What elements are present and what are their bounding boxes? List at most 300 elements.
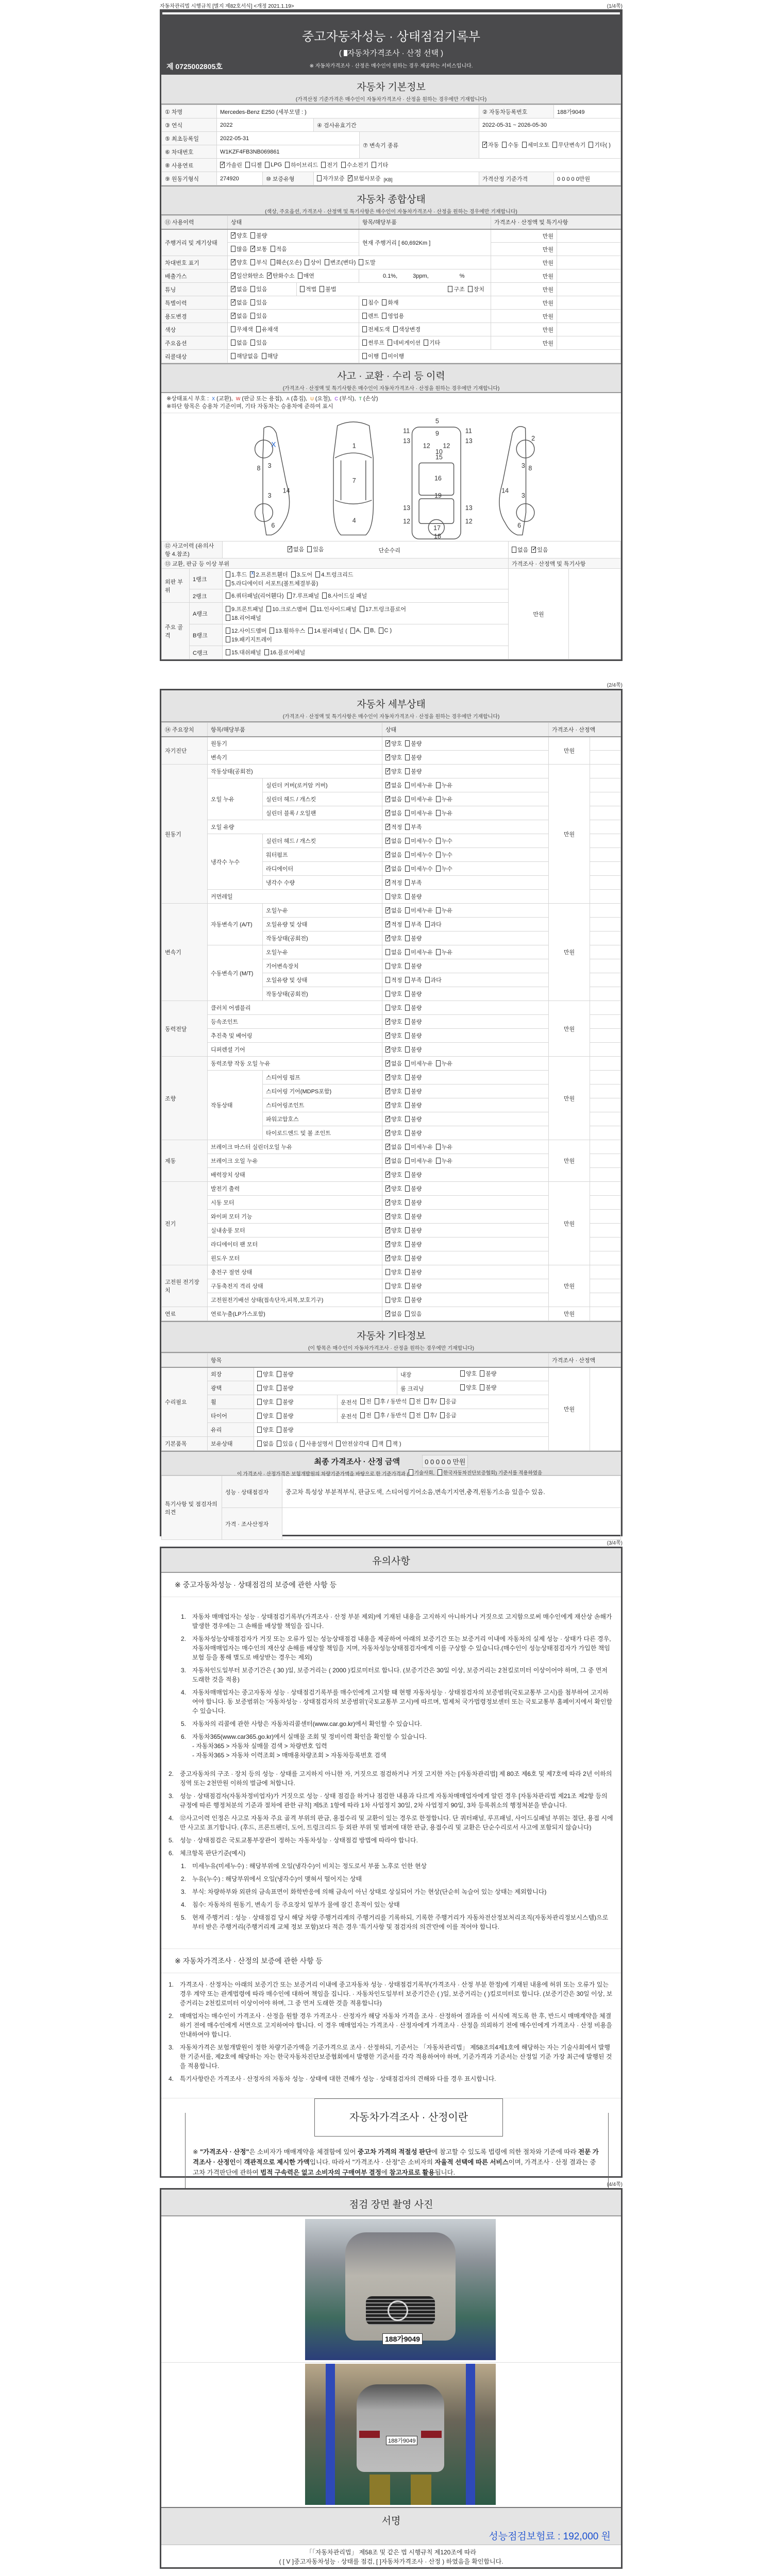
checkbox-icon[interactable] — [382, 313, 386, 319]
checkbox-checked-icon[interactable] — [250, 246, 255, 252]
checkbox-option[interactable] — [325, 258, 356, 266]
checkbox-checked-icon[interactable] — [385, 1172, 390, 1178]
checkbox-option[interactable] — [460, 1369, 477, 1378]
checkbox-icon[interactable] — [436, 1144, 441, 1150]
checkbox-icon[interactable] — [315, 571, 320, 578]
checkbox-icon[interactable] — [226, 649, 230, 655]
checkbox-option[interactable] — [424, 1411, 437, 1419]
checkbox-option[interactable] — [300, 1439, 333, 1448]
checkbox-option[interactable] — [385, 809, 402, 817]
checkbox-icon[interactable] — [308, 628, 313, 634]
checkbox-option[interactable] — [287, 591, 320, 600]
checkbox-option[interactable] — [405, 753, 422, 761]
checkbox-icon[interactable] — [277, 1399, 281, 1405]
checkbox-icon[interactable] — [250, 340, 255, 346]
checkbox-option[interactable] — [385, 1087, 402, 1095]
checkbox-option[interactable] — [385, 1226, 402, 1234]
checkbox-option[interactable] — [405, 1004, 422, 1012]
checkbox-option[interactable] — [436, 809, 452, 817]
checkbox-icon[interactable] — [468, 286, 473, 292]
checkbox-icon[interactable] — [321, 162, 326, 168]
checkbox-option[interactable] — [257, 1384, 274, 1392]
checkbox-option[interactable] — [265, 162, 282, 168]
checkbox-option[interactable] — [350, 628, 361, 634]
checkbox-checked-icon[interactable] — [482, 142, 487, 148]
checkbox-checked-icon[interactable] — [385, 796, 390, 802]
checkbox-option[interactable] — [385, 1171, 402, 1179]
checkbox-icon[interactable] — [480, 1384, 484, 1391]
checkbox-icon[interactable] — [405, 1046, 410, 1053]
checkbox-option[interactable] — [362, 338, 384, 347]
checkbox-option[interactable] — [226, 591, 284, 600]
checkbox-icon[interactable] — [436, 866, 441, 872]
checkbox-icon[interactable] — [322, 592, 327, 599]
checkbox-icon[interactable] — [405, 1172, 410, 1178]
checkbox-icon[interactable] — [589, 142, 593, 148]
checkbox-icon[interactable] — [424, 1412, 429, 1418]
checkbox-option[interactable] — [322, 591, 367, 600]
checkbox-option[interactable] — [436, 865, 452, 873]
checkbox-option[interactable] — [226, 635, 272, 643]
checkbox-icon[interactable] — [410, 1398, 414, 1404]
checkbox-icon[interactable] — [250, 571, 255, 578]
checkbox-option[interactable] — [320, 285, 336, 293]
checkbox-option[interactable] — [300, 285, 316, 293]
checkbox-option[interactable] — [531, 546, 548, 554]
checkbox-option[interactable] — [226, 605, 263, 613]
checkbox-icon[interactable] — [271, 259, 275, 265]
checkbox-checked-icon[interactable] — [531, 547, 536, 553]
checkbox-option[interactable] — [385, 990, 402, 998]
checkbox-option[interactable] — [405, 781, 433, 789]
checkbox-option[interactable] — [448, 285, 464, 293]
checkbox-option[interactable] — [385, 1310, 402, 1318]
checkbox-option[interactable] — [266, 605, 307, 613]
checkbox-option[interactable] — [364, 628, 375, 634]
checkbox-icon[interactable] — [375, 1398, 379, 1404]
checkbox-icon[interactable] — [231, 353, 236, 359]
checkbox-icon[interactable] — [393, 326, 398, 332]
checkbox-option[interactable] — [277, 1398, 293, 1406]
checkbox-icon[interactable] — [436, 907, 441, 913]
checkbox-option[interactable] — [385, 920, 402, 928]
checkbox-option[interactable] — [359, 258, 375, 266]
checkbox-icon[interactable] — [405, 935, 410, 941]
checkbox-icon[interactable] — [405, 1213, 410, 1219]
checkbox-icon[interactable] — [250, 232, 255, 239]
checkbox-icon[interactable] — [350, 628, 355, 634]
checkbox-icon[interactable] — [405, 782, 410, 788]
checkbox-checked-icon[interactable] — [385, 1088, 390, 1094]
checkbox-option[interactable] — [440, 1397, 457, 1405]
checkbox-option[interactable] — [436, 837, 452, 845]
checkbox-icon[interactable] — [373, 1440, 377, 1447]
checkbox-option[interactable] — [385, 892, 402, 901]
checkbox-icon[interactable] — [277, 1385, 281, 1391]
checkbox-option[interactable] — [425, 920, 442, 928]
checkbox-icon[interactable] — [298, 273, 303, 279]
checkbox-icon[interactable] — [480, 1370, 484, 1377]
checkbox-icon[interactable] — [265, 162, 270, 168]
checkbox-option[interactable] — [348, 174, 381, 182]
checkbox-option[interactable] — [405, 878, 422, 887]
checkbox-option[interactable] — [385, 781, 402, 789]
checkbox-option[interactable] — [460, 1383, 477, 1392]
checkbox-option[interactable] — [436, 1157, 452, 1165]
checkbox-option[interactable] — [436, 851, 452, 859]
checkbox-checked-icon[interactable] — [385, 824, 390, 830]
checkbox-option[interactable] — [436, 948, 452, 956]
checkbox-checked-icon[interactable] — [385, 1199, 390, 1206]
checkbox-icon[interactable] — [440, 1412, 445, 1418]
checkbox-option[interactable] — [336, 1439, 369, 1448]
checkbox-option[interactable] — [256, 325, 278, 333]
checkbox-option[interactable] — [480, 1383, 496, 1392]
checkbox-icon[interactable] — [436, 1158, 441, 1164]
checkbox-icon[interactable] — [436, 782, 441, 788]
checkbox-option[interactable] — [385, 878, 402, 887]
checkbox-option[interactable] — [385, 1296, 402, 1304]
checkbox-icon[interactable] — [231, 326, 236, 332]
checkbox-option[interactable] — [405, 906, 433, 914]
checkbox-icon[interactable] — [436, 1060, 441, 1066]
checkbox-option[interactable] — [385, 1240, 402, 1248]
checkbox-option[interactable] — [385, 1031, 402, 1040]
checkbox-checked-icon[interactable] — [288, 546, 292, 552]
checkbox-checked-icon[interactable] — [385, 782, 390, 788]
checkbox-icon[interactable] — [405, 740, 410, 747]
checkbox-icon[interactable] — [385, 1297, 390, 1303]
checkbox-option[interactable] — [288, 545, 304, 553]
checkbox-icon[interactable] — [448, 286, 452, 292]
checkbox-option[interactable] — [385, 906, 402, 914]
checkbox-icon[interactable] — [385, 991, 390, 997]
checkbox-icon[interactable] — [250, 286, 255, 292]
checkbox-icon[interactable] — [277, 1371, 281, 1377]
checkbox-option[interactable] — [250, 258, 267, 266]
checkbox-option[interactable] — [502, 141, 518, 149]
checkbox-icon[interactable] — [256, 326, 261, 332]
checkbox-checked-icon[interactable] — [385, 754, 390, 760]
checkbox-option[interactable] — [317, 174, 345, 182]
checkbox-icon[interactable] — [362, 299, 367, 306]
checkbox-option[interactable] — [360, 605, 406, 613]
checkbox-option[interactable] — [285, 161, 318, 169]
checkbox-checked-icon[interactable] — [385, 907, 390, 913]
checkbox-option[interactable] — [388, 338, 421, 347]
checkbox-icon[interactable] — [405, 921, 410, 927]
checkbox-icon[interactable] — [341, 162, 346, 168]
checkbox-option[interactable] — [405, 1254, 422, 1262]
checkbox-icon[interactable] — [405, 1130, 410, 1136]
checkbox-option[interactable] — [257, 1439, 274, 1448]
checkbox-icon[interactable] — [405, 768, 410, 774]
checkbox-option[interactable] — [405, 837, 433, 845]
checkbox-option[interactable] — [589, 141, 611, 149]
checkbox-option[interactable] — [405, 1310, 422, 1318]
checkbox-option[interactable] — [405, 1031, 422, 1040]
checkbox-option[interactable] — [385, 823, 402, 831]
checkbox-icon[interactable] — [379, 628, 383, 634]
checkbox-icon[interactable] — [405, 754, 410, 760]
checkbox-option[interactable] — [271, 245, 287, 253]
checkbox-icon[interactable] — [552, 142, 557, 148]
checkbox-option[interactable] — [385, 1198, 402, 1207]
checkbox-option[interactable] — [311, 605, 357, 613]
checkbox-option[interactable] — [341, 161, 369, 169]
checkbox-icon[interactable] — [425, 921, 430, 927]
checkbox-option[interactable] — [436, 781, 452, 789]
checkbox-option[interactable] — [385, 1143, 402, 1151]
checkbox-option[interactable] — [270, 626, 305, 635]
checkbox-option[interactable] — [405, 1115, 422, 1123]
checkbox-option[interactable] — [405, 1240, 422, 1248]
checkbox-icon[interactable] — [385, 893, 390, 900]
checkbox-icon[interactable] — [405, 1144, 410, 1150]
checkbox-option[interactable] — [385, 976, 402, 984]
checkbox-option[interactable] — [385, 1129, 402, 1137]
checkbox-option[interactable] — [405, 1018, 422, 1026]
checkbox-option[interactable] — [267, 272, 295, 280]
checkbox-icon[interactable] — [405, 879, 410, 886]
checkbox-option[interactable] — [385, 962, 402, 970]
checkbox-checked-icon[interactable] — [385, 1116, 390, 1122]
checkbox-icon[interactable] — [311, 606, 315, 612]
checkbox-checked-icon[interactable] — [385, 1241, 390, 1247]
checkbox-icon[interactable] — [360, 1398, 365, 1404]
checkbox-checked-icon[interactable] — [385, 1311, 390, 1317]
checkbox-option[interactable] — [250, 285, 267, 293]
checkbox-option[interactable] — [375, 1397, 407, 1405]
checkbox-option[interactable] — [375, 1411, 407, 1419]
checkbox-option[interactable] — [405, 1184, 422, 1193]
checkbox-icon[interactable] — [436, 949, 441, 955]
checkbox-option[interactable] — [424, 1397, 437, 1405]
checkbox-option[interactable] — [385, 1045, 402, 1054]
checkbox-icon[interactable] — [409, 1469, 413, 1476]
checkbox-option[interactable] — [405, 976, 422, 984]
checkbox-option[interactable] — [385, 934, 402, 942]
checkbox-icon[interactable] — [250, 259, 255, 265]
checkbox-option[interactable] — [405, 1268, 422, 1276]
checkbox-option[interactable] — [308, 626, 347, 635]
checkbox-icon[interactable] — [359, 259, 363, 265]
checkbox-icon[interactable] — [336, 1440, 341, 1447]
checkbox-checked-icon[interactable] — [385, 879, 390, 886]
checkbox-option[interactable] — [231, 325, 253, 333]
checkbox-option[interactable] — [405, 767, 422, 775]
checkbox-icon[interactable] — [277, 1440, 281, 1447]
checkbox-option[interactable] — [385, 1115, 402, 1123]
checkbox-icon[interactable] — [362, 326, 367, 332]
checkbox-icon[interactable] — [405, 1116, 410, 1122]
checkbox-checked-icon[interactable] — [385, 768, 390, 774]
checkbox-option[interactable] — [405, 1143, 433, 1151]
checkbox-icon[interactable] — [250, 299, 255, 306]
checkbox-icon[interactable] — [405, 949, 410, 955]
checkbox-icon[interactable] — [436, 796, 441, 802]
checkbox-option[interactable] — [373, 1439, 384, 1448]
checkbox-icon[interactable] — [360, 606, 364, 612]
checkbox-option[interactable] — [385, 865, 402, 873]
checkbox-option[interactable] — [257, 1398, 274, 1406]
checkbox-icon[interactable] — [405, 1311, 410, 1317]
checkbox-option[interactable] — [231, 338, 247, 347]
checkbox-option[interactable] — [362, 325, 390, 333]
checkbox-checked-icon[interactable] — [385, 810, 390, 816]
checkbox-option[interactable] — [362, 312, 379, 320]
checkbox-icon[interactable] — [362, 313, 367, 319]
checkbox-icon[interactable] — [362, 340, 367, 346]
checkbox-icon[interactable] — [440, 1398, 445, 1404]
checkbox-option[interactable] — [271, 258, 302, 266]
checkbox-icon[interactable] — [405, 1088, 410, 1094]
checkbox-icon[interactable] — [522, 142, 527, 148]
checkbox-icon[interactable] — [300, 286, 305, 292]
checkbox-option[interactable] — [405, 1296, 422, 1304]
checkbox-icon[interactable] — [226, 606, 230, 612]
checkbox-option[interactable] — [424, 338, 440, 347]
checkbox-icon[interactable] — [257, 1427, 262, 1433]
checkbox-checked-icon[interactable] — [385, 1046, 390, 1053]
checkbox-checked-icon[interactable] — [385, 740, 390, 747]
checkbox-option[interactable] — [405, 739, 422, 748]
checkbox-icon[interactable] — [405, 1032, 410, 1039]
checkbox-icon[interactable] — [385, 1283, 390, 1289]
checkbox-icon[interactable] — [405, 1060, 410, 1066]
checkbox-option[interactable] — [231, 272, 264, 280]
checkbox-option[interactable] — [385, 1282, 402, 1290]
checkbox-icon[interactable] — [405, 1019, 410, 1025]
checkbox-option[interactable] — [482, 141, 499, 149]
checkbox-option[interactable] — [245, 161, 262, 169]
checkbox-icon[interactable] — [257, 1413, 262, 1419]
checkbox-option[interactable] — [405, 934, 422, 942]
checkbox-option[interactable] — [480, 1369, 496, 1378]
checkbox-option[interactable] — [385, 1073, 402, 1081]
checkbox-option[interactable] — [250, 338, 267, 347]
checkbox-icon[interactable] — [300, 1440, 305, 1447]
checkbox-icon[interactable] — [305, 259, 309, 265]
checkbox-option[interactable] — [405, 795, 433, 803]
checkbox-icon[interactable] — [226, 592, 230, 599]
checkbox-checked-icon[interactable] — [385, 1130, 390, 1136]
checkbox-option[interactable] — [436, 1143, 452, 1151]
checkbox-option[interactable] — [385, 851, 402, 859]
checkbox-option[interactable] — [226, 614, 261, 622]
checkbox-option[interactable] — [385, 1059, 402, 1067]
checkbox-icon[interactable] — [277, 1413, 281, 1419]
checkbox-option[interactable] — [385, 767, 402, 775]
checkbox-option[interactable] — [341, 1398, 357, 1406]
checkbox-icon[interactable] — [405, 1158, 410, 1164]
checkbox-option[interactable] — [385, 1018, 402, 1026]
checkbox-option[interactable] — [231, 258, 247, 266]
checkbox-option[interactable] — [405, 1129, 422, 1137]
checkbox-option[interactable] — [405, 1073, 422, 1081]
checkbox-icon[interactable] — [250, 313, 255, 319]
checkbox-checked-icon[interactable] — [231, 232, 236, 239]
checkbox-option[interactable] — [385, 753, 402, 761]
checkbox-icon[interactable] — [424, 340, 428, 346]
checkbox-icon[interactable] — [460, 1370, 465, 1377]
checkbox-option[interactable] — [257, 1370, 274, 1378]
checkbox-icon[interactable] — [364, 628, 369, 634]
checkbox-icon[interactable] — [405, 1199, 410, 1206]
checkbox-icon[interactable] — [385, 1269, 390, 1275]
checkbox-icon[interactable] — [262, 353, 266, 359]
checkbox-option[interactable] — [341, 1412, 357, 1420]
checkbox-option[interactable] — [231, 231, 247, 240]
checkbox-icon[interactable] — [405, 1185, 410, 1192]
checkbox-option[interactable] — [250, 298, 267, 307]
checkbox-icon[interactable] — [285, 162, 290, 168]
checkbox-option[interactable] — [410, 1411, 421, 1419]
checkbox-option[interactable] — [405, 809, 433, 817]
checkbox-option[interactable] — [257, 1412, 274, 1420]
checkbox-option[interactable] — [405, 823, 422, 831]
checkbox-option[interactable] — [425, 976, 442, 984]
checkbox-option[interactable] — [262, 352, 278, 360]
checkbox-icon[interactable] — [436, 810, 441, 816]
checkbox-icon[interactable] — [257, 1399, 262, 1405]
checkbox-checked-icon[interactable] — [231, 259, 236, 265]
checkbox-option[interactable] — [277, 1426, 293, 1434]
checkbox-option[interactable] — [307, 545, 324, 553]
checkbox-option[interactable] — [250, 570, 288, 579]
checkbox-icon[interactable] — [317, 175, 322, 181]
checkbox-icon[interactable] — [424, 1398, 429, 1404]
checkbox-icon[interactable] — [257, 1440, 262, 1447]
checkbox-icon[interactable] — [385, 963, 390, 969]
checkbox-icon[interactable] — [277, 1427, 281, 1433]
checkbox-checked-icon[interactable] — [385, 1060, 390, 1066]
checkbox-icon[interactable] — [325, 259, 329, 265]
checkbox-option[interactable] — [360, 1411, 372, 1419]
checkbox-icon[interactable] — [405, 1102, 410, 1108]
checkbox-option[interactable] — [405, 851, 433, 859]
checkbox-option[interactable] — [405, 1157, 433, 1165]
checkbox-icon[interactable] — [385, 949, 390, 955]
checkbox-checked-icon[interactable] — [385, 852, 390, 858]
checkbox-option[interactable] — [382, 298, 398, 307]
checkbox-option[interactable] — [277, 1370, 293, 1378]
checkbox-icon[interactable] — [405, 838, 410, 844]
checkbox-option[interactable] — [315, 570, 353, 579]
checkbox-option[interactable] — [382, 352, 404, 360]
checkbox-option[interactable] — [410, 1397, 421, 1405]
checkbox-option[interactable] — [231, 352, 259, 360]
checkbox-option[interactable] — [231, 285, 247, 293]
checkbox-checked-icon[interactable] — [385, 1158, 390, 1164]
checkbox-option[interactable] — [250, 231, 267, 240]
checkbox-icon[interactable] — [460, 1384, 465, 1391]
checkbox-checked-icon[interactable] — [231, 313, 236, 319]
checkbox-option[interactable] — [552, 141, 585, 149]
checkbox-icon[interactable] — [405, 893, 410, 900]
checkbox-checked-icon[interactable] — [385, 1144, 390, 1150]
checkbox-option[interactable] — [385, 1157, 402, 1165]
checkbox-checked-icon[interactable] — [385, 1032, 390, 1039]
checkbox-option[interactable] — [226, 579, 318, 587]
checkbox-icon[interactable] — [382, 353, 386, 359]
checkbox-option[interactable] — [385, 1184, 402, 1193]
checkbox-icon[interactable] — [405, 1269, 410, 1275]
checkbox-icon[interactable] — [405, 963, 410, 969]
checkbox-option[interactable] — [382, 312, 404, 320]
checkbox-checked-icon[interactable] — [385, 935, 390, 941]
checkbox-checked-icon[interactable] — [385, 1227, 390, 1233]
